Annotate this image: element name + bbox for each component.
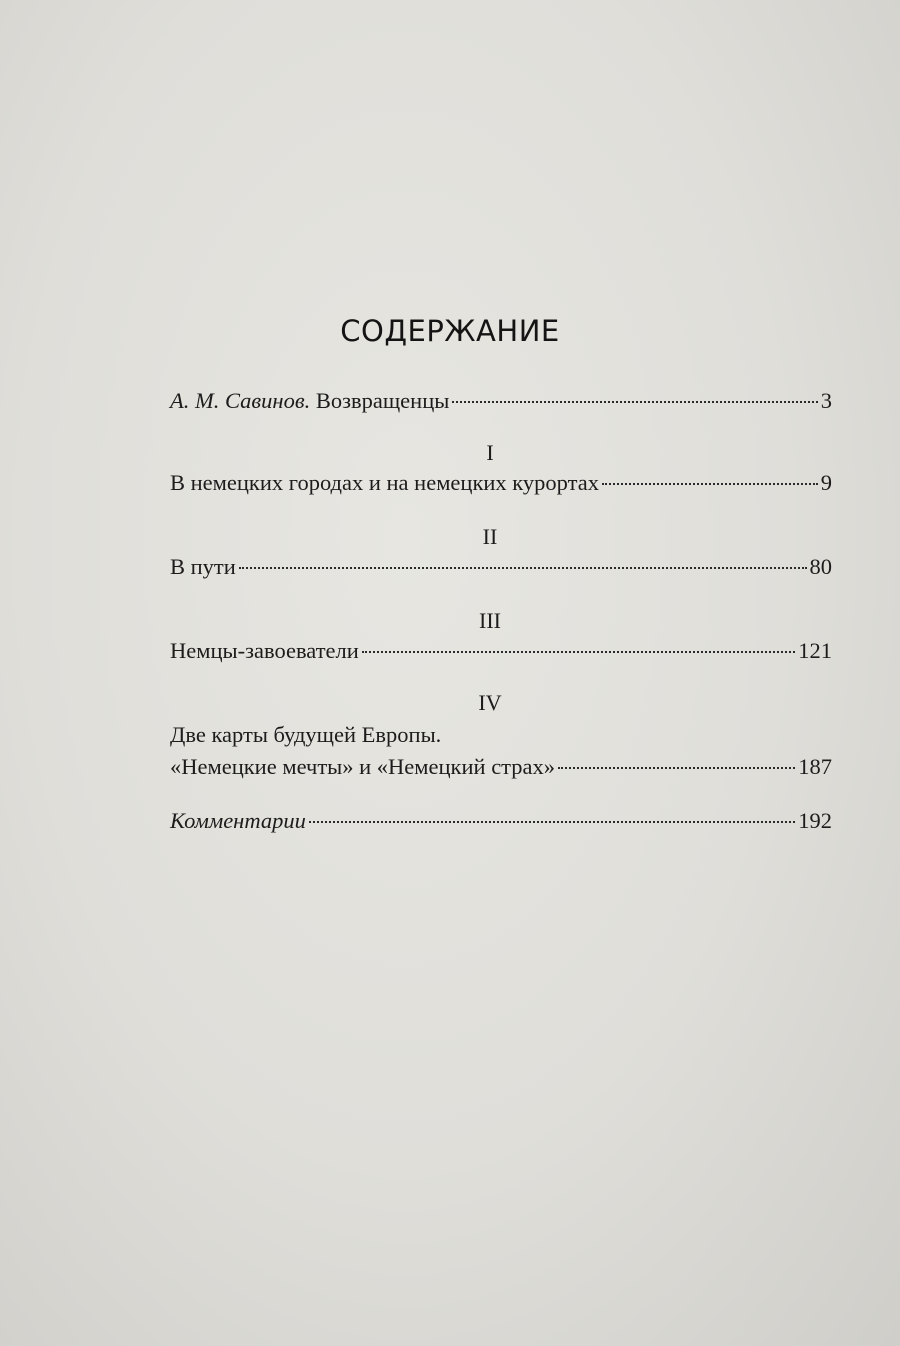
toc-entry-part-4 <box>170 754 832 780</box>
toc-entry-title: В пути <box>170 554 236 579</box>
toc-entry-title: Возвращенцы <box>315 388 450 413</box>
toc-title: СОДЕРЖАНИЕ <box>340 314 560 348</box>
toc-entry-author: А. М. Савинов. <box>170 388 311 413</box>
toc-page-number: 80 <box>809 554 832 579</box>
toc-page-number: 187 <box>798 754 832 779</box>
toc-entry-part-3 <box>170 638 832 664</box>
part-numeral: IV <box>478 690 502 715</box>
toc-page-number: 3 <box>820 388 832 413</box>
dot-leader <box>602 483 818 485</box>
dot-leader <box>362 651 795 653</box>
dot-leader <box>452 401 817 403</box>
toc-entry-title-line: Две карты будущей Европы. <box>170 722 442 747</box>
dot-leader <box>239 567 807 569</box>
toc-page-number: 121 <box>798 638 832 663</box>
part-numeral: III <box>479 608 501 633</box>
toc-entry-part-1 <box>170 470 832 496</box>
toc-entry-intro <box>170 388 832 414</box>
toc-entry-comments <box>170 808 832 834</box>
part-numeral: II <box>482 524 498 549</box>
part-numeral: I <box>486 440 494 465</box>
dot-leader <box>309 821 795 823</box>
toc-entry-title: Комментарии <box>170 808 306 833</box>
toc-entry-title: «Немецкие мечты» и «Немецкий страх» <box>170 754 556 779</box>
toc-page-number: 192 <box>798 808 832 833</box>
toc-entry-title: В немецких городах и на немецких курортах <box>170 470 599 495</box>
toc-entry-title: Немцы-завоеватели <box>170 638 359 663</box>
toc-page-number: 9 <box>820 470 832 495</box>
dot-leader <box>558 767 795 769</box>
toc-entry-part-2 <box>170 554 832 580</box>
